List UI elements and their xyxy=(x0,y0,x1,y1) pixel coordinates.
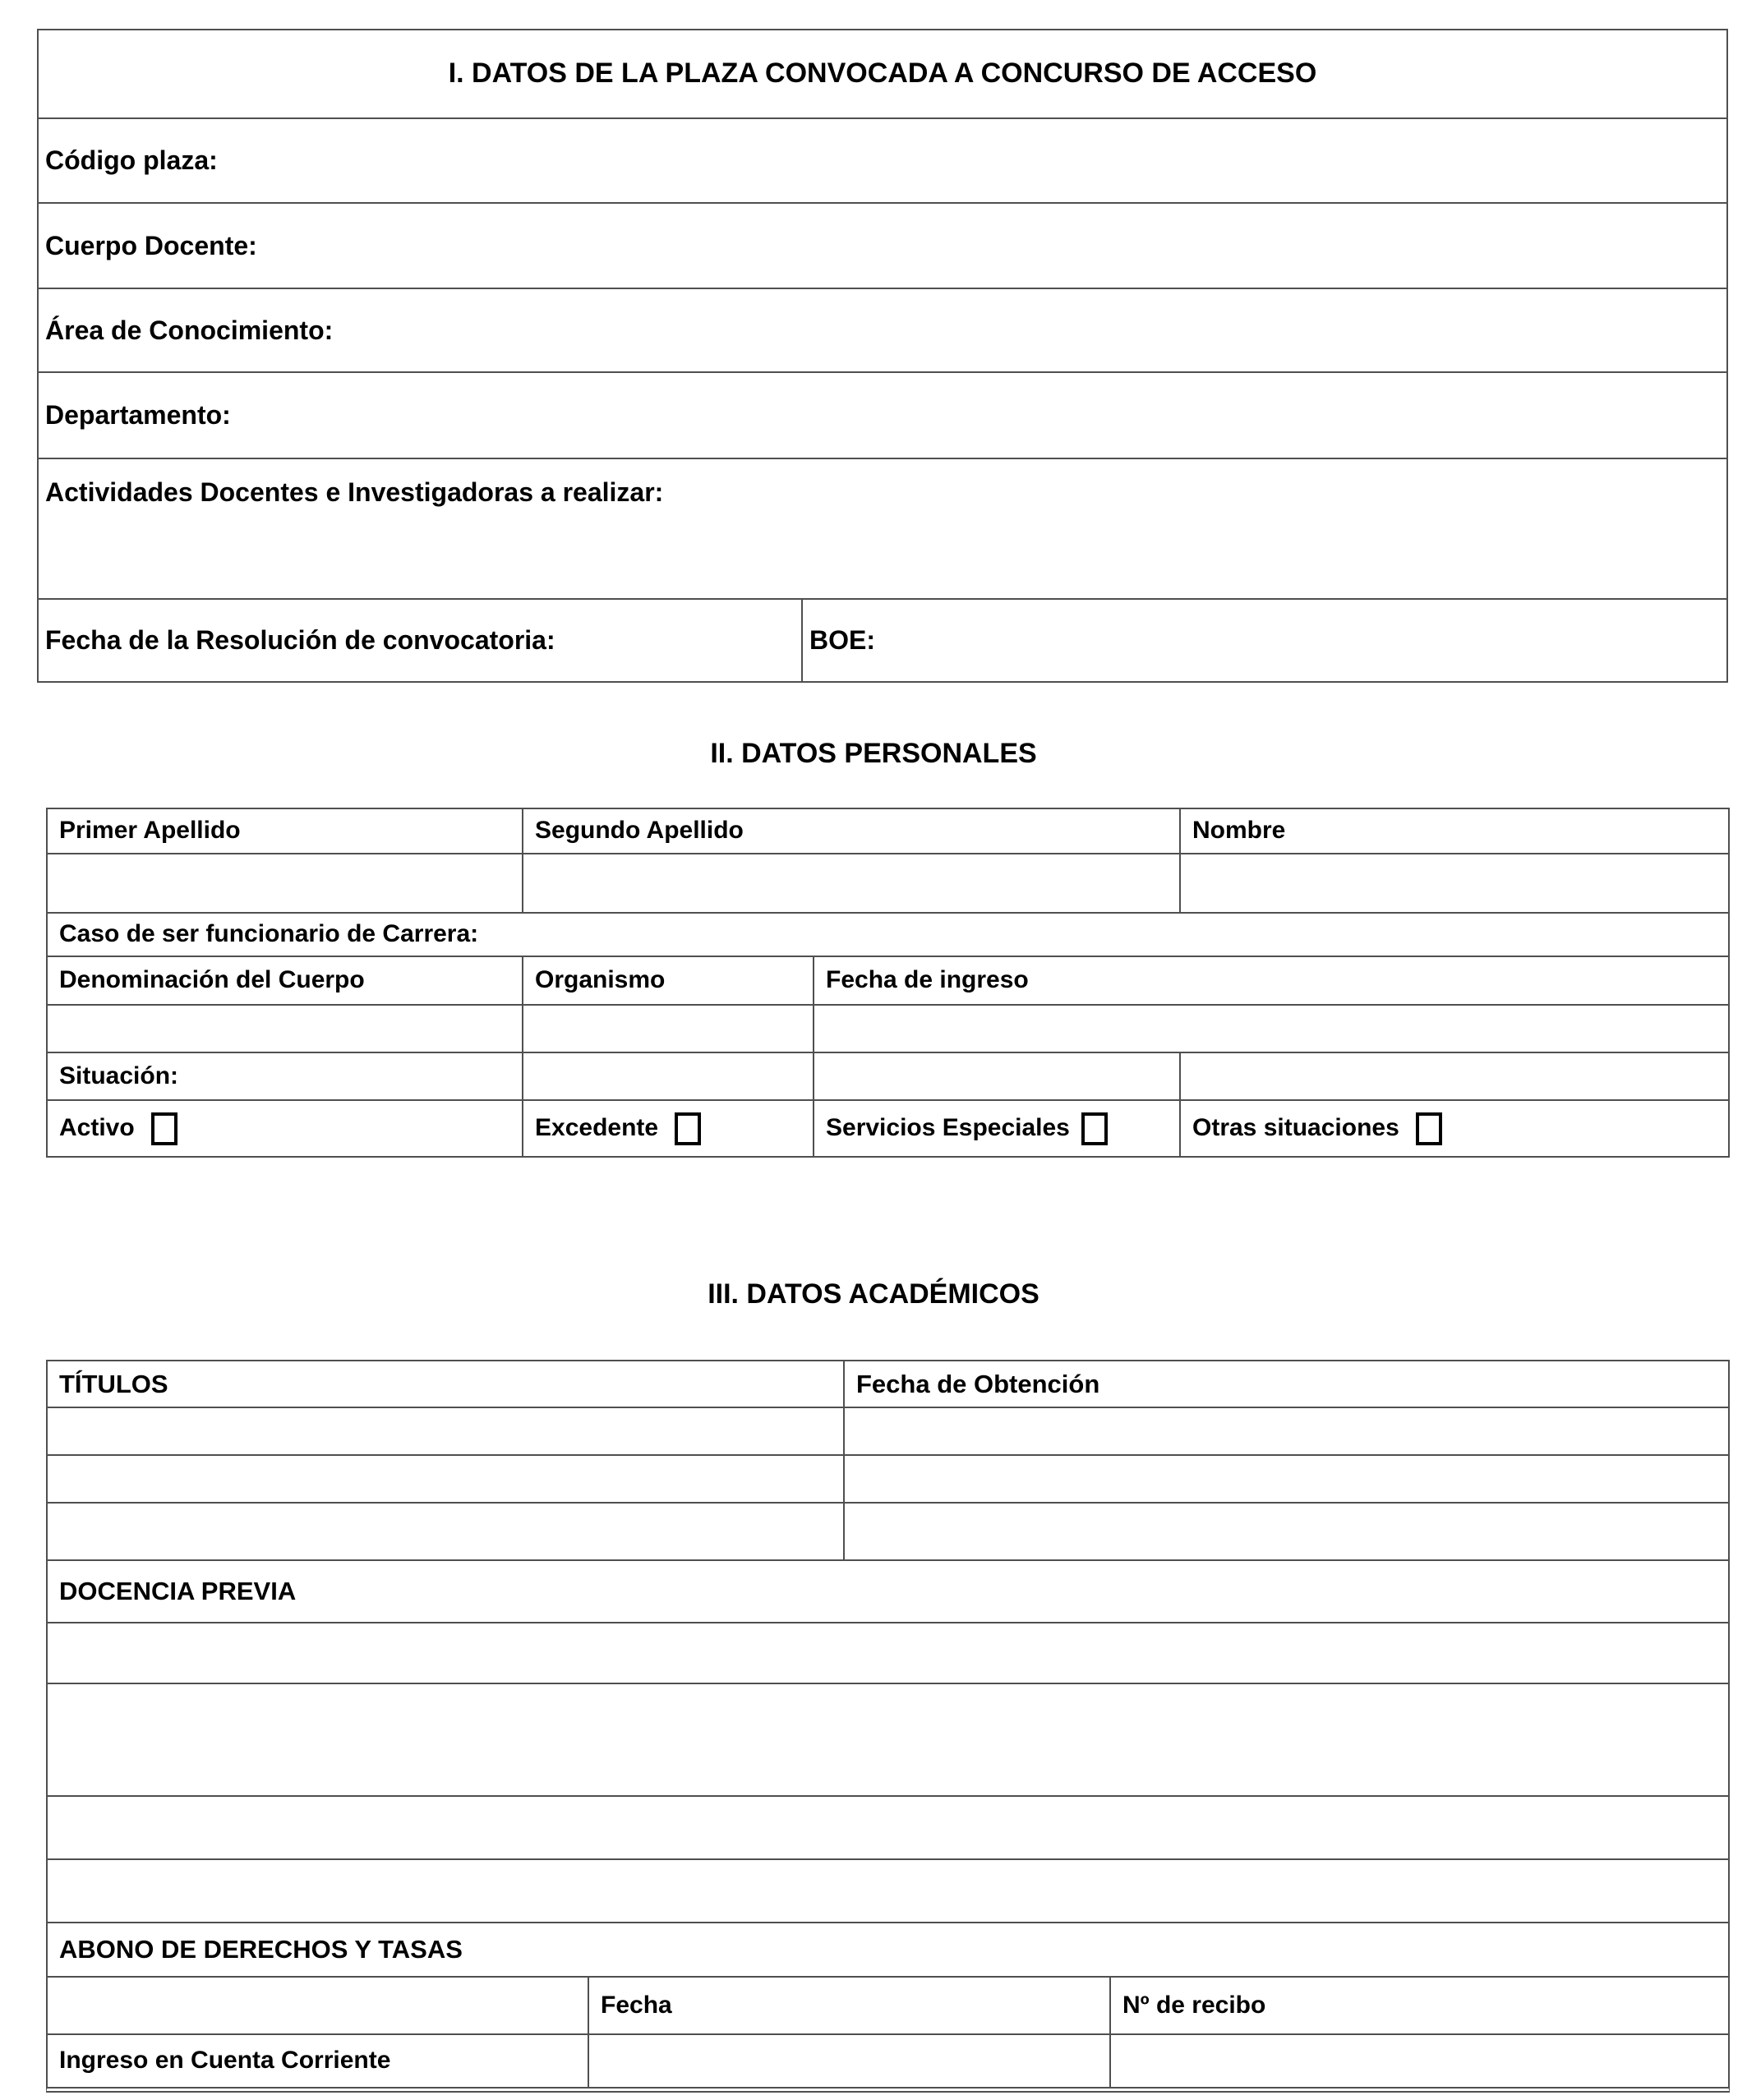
segundo-apellido-label: Segundo Apellido xyxy=(535,817,744,845)
servicios-especiales-option xyxy=(813,1099,1179,1156)
actividades-field[interactable] xyxy=(39,458,1726,598)
nombre-header xyxy=(1179,809,1728,853)
departamento-label: Departamento: xyxy=(45,400,231,431)
titulo-input-3[interactable] xyxy=(48,1502,843,1559)
titulo-input-1[interactable] xyxy=(48,1407,843,1454)
ingreso-recibo-input[interactable] xyxy=(1109,2033,1728,2087)
otras-situaciones-option xyxy=(1179,1099,1728,1156)
abono-fecha-label: Fecha xyxy=(601,1991,672,2019)
datos-personales-table xyxy=(46,808,1730,1158)
section1-title: I. DATOS DE LA PLAZA CONVOCADA A CONCURSO DE ACCESO xyxy=(448,58,1317,90)
fecha-obtencion-header xyxy=(843,1361,1728,1407)
segundo-apellido-input[interactable] xyxy=(522,853,1179,912)
organismo-header xyxy=(522,956,813,1004)
titulos-header xyxy=(48,1361,843,1407)
primer-apellido-header xyxy=(48,809,522,853)
departamento-field[interactable] xyxy=(39,371,1726,458)
docencia-input-4[interactable] xyxy=(48,1858,1728,1922)
fecha-obtencion-input-1[interactable] xyxy=(843,1407,1728,1454)
servicios-especiales-label: Servicios Especiales xyxy=(826,1114,1070,1142)
datos-academicos-table xyxy=(46,1360,1730,2093)
abono-label: ABONO DE DERECHOS Y TASAS xyxy=(59,1935,463,1964)
otras-situaciones-checkbox[interactable] xyxy=(1416,1112,1442,1145)
fecha-obtencion-input-3[interactable] xyxy=(843,1502,1728,1559)
fecha-obtencion-label: Fecha de Obtención xyxy=(856,1369,1100,1398)
titulo-input-2[interactable] xyxy=(48,1454,843,1502)
activo-option xyxy=(48,1099,522,1156)
recibo-label: Nº de recibo xyxy=(1122,1991,1266,2019)
plaza-data-table xyxy=(37,29,1728,683)
fecha-ingreso-label: Fecha de ingreso xyxy=(826,966,1029,994)
fecha-resolucion-label: Fecha de la Resolución de convocatoria: xyxy=(45,625,555,656)
excedente-checkbox[interactable] xyxy=(675,1112,701,1145)
otras-situaciones-label: Otras situaciones xyxy=(1192,1114,1399,1142)
nombre-input[interactable] xyxy=(1179,853,1728,912)
nombre-label: Nombre xyxy=(1192,817,1286,845)
primer-apellido-input[interactable] xyxy=(48,853,522,912)
ingreso-cuenta-header xyxy=(48,2033,588,2087)
servicios-especiales-checkbox[interactable] xyxy=(1081,1112,1108,1145)
caso-funcionario-label: Caso de ser funcionario de Carrera: xyxy=(59,920,479,948)
denominacion-cuerpo-label: Denominación del Cuerpo xyxy=(59,966,365,994)
abono-fecha-header xyxy=(588,1976,1109,2033)
denominacion-cuerpo-input[interactable] xyxy=(48,1004,522,1052)
excedente-option xyxy=(522,1099,813,1156)
area-conocimiento-field[interactable] xyxy=(39,288,1726,371)
boe-label: BOE: xyxy=(809,625,875,656)
boe-field[interactable] xyxy=(801,598,1726,681)
codigo-plaza-label: Código plaza: xyxy=(45,145,218,176)
section3-title: III. DATOS ACADÉMICOS xyxy=(708,1278,1039,1310)
fecha-resolucion-field[interactable] xyxy=(39,598,801,681)
docencia-previa-header xyxy=(48,1559,1728,1622)
situacion-cell-empty-1[interactable] xyxy=(522,1052,813,1099)
docencia-input-2[interactable] xyxy=(48,1683,1728,1795)
segundo-apellido-header xyxy=(522,809,1179,853)
abono-header xyxy=(48,1922,1728,1976)
excedente-label: Excedente xyxy=(535,1114,659,1142)
situacion-cell-empty-3[interactable] xyxy=(1179,1052,1728,1099)
docencia-input-1[interactable] xyxy=(48,1622,1728,1683)
fecha-ingreso-header xyxy=(813,956,1728,1004)
denominacion-cuerpo-header xyxy=(48,956,522,1004)
situacion-header xyxy=(48,1052,522,1099)
cuerpo-docente-label: Cuerpo Docente: xyxy=(45,230,257,260)
organismo-input[interactable] xyxy=(522,1004,813,1052)
activo-checkbox[interactable] xyxy=(151,1112,177,1145)
activo-label: Activo xyxy=(59,1114,135,1142)
area-conocimiento-label: Área de Conocimiento: xyxy=(45,315,334,345)
abono-spacer-cell xyxy=(48,1976,588,2033)
situacion-cell-empty-2[interactable] xyxy=(813,1052,1179,1099)
ingreso-fecha-input[interactable] xyxy=(588,2033,1109,2087)
titulos-label: TÍTULOS xyxy=(59,1369,168,1398)
situacion-label: Situación: xyxy=(59,1062,179,1089)
cuerpo-docente-field[interactable] xyxy=(39,202,1726,288)
section2-title: II. DATOS PERSONALES xyxy=(710,738,1037,769)
fecha-obtencion-input-2[interactable] xyxy=(843,1454,1728,1502)
docencia-input-3[interactable] xyxy=(48,1795,1728,1858)
docencia-previa-label: DOCENCIA PREVIA xyxy=(59,1577,297,1606)
primer-apellido-label: Primer Apellido xyxy=(59,817,241,845)
recibo-header xyxy=(1109,1976,1728,2033)
actividades-label: Actividades Docentes e Investigadoras a realizar: xyxy=(45,477,664,507)
organismo-label: Organismo xyxy=(535,966,666,994)
caso-funcionario-row xyxy=(48,912,1728,956)
codigo-plaza-field[interactable] xyxy=(39,117,1726,202)
fecha-ingreso-input[interactable] xyxy=(813,1004,1728,1052)
ingreso-cuenta-label: Ingreso en Cuenta Corriente xyxy=(59,2047,391,2075)
